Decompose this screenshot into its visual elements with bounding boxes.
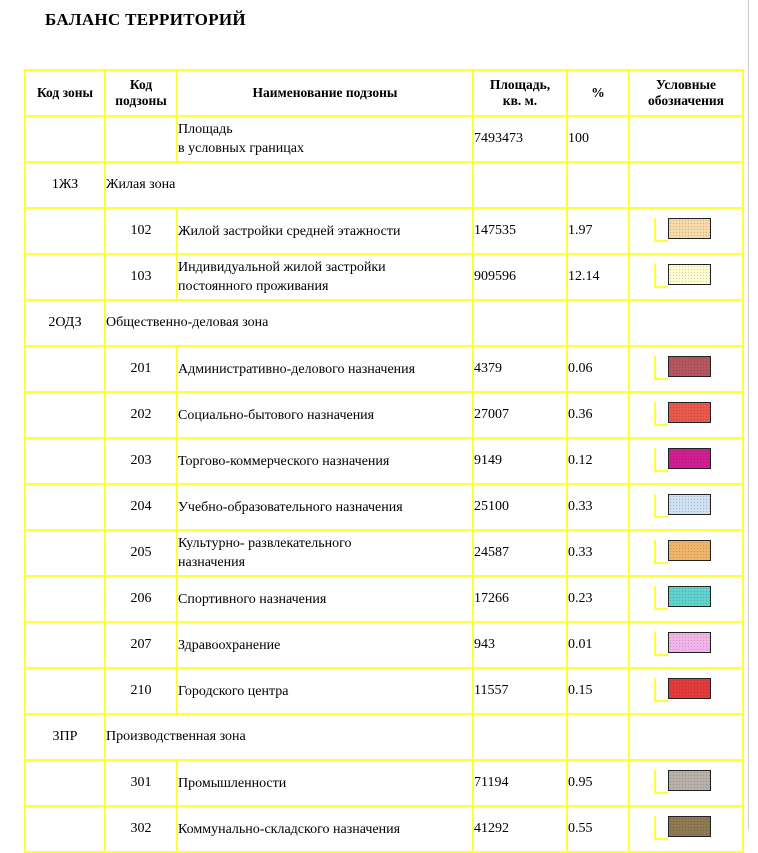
total-code-cell [105,116,177,162]
subzone-percent: 0.12 [567,438,629,484]
subzone-zone-cell [25,208,105,254]
legend-bracket [654,264,668,288]
swatch-301 [668,770,711,791]
subzone-name-line1: Административно-делового назначения [178,361,416,377]
subzone-legend-cell [629,530,743,576]
subzone-legend-cell [629,806,743,852]
document-title: БАЛАНС ТЕРРИТОРИЙ [45,10,246,29]
subzone-row [25,806,743,852]
zone-name: Производственная зона [105,714,473,760]
subzone-name-line1: Торгово-коммерческого назначения [178,453,390,469]
subzone-percent: 0.15 [567,668,629,714]
subzone-name [177,760,473,806]
table-body [25,116,743,852]
legend-bracket [654,632,668,656]
subzone-zone-cell [25,484,105,530]
subzone-legend-cell [629,438,743,484]
total-row [25,116,743,162]
subzone-area: 147535 [473,208,567,254]
subzone-zone-cell [25,530,105,576]
zone-code: 1ЖЗ [25,162,105,208]
subzone-zone-cell [25,346,105,392]
total-zone-cell [25,116,105,162]
legend-bracket [654,816,668,840]
subzone-name [177,622,473,668]
subzone-percent: 0.36 [567,392,629,438]
subzone-legend-cell [629,208,743,254]
subzone-name-line1: Социально-бытового назначения [178,407,375,423]
subzone-area: 27007 [473,392,567,438]
subzone-percent: 0.33 [567,484,629,530]
subzone-code: 205 [105,530,177,576]
subzone-zone-cell [25,254,105,300]
swatch-205 [668,540,711,561]
subzone-code: 202 [105,392,177,438]
subzone-area: 24587 [473,530,567,576]
subzone-percent: 1.97 [567,208,629,254]
header-area [473,70,567,116]
swatch-207 [668,632,711,653]
subzone-area: 909596 [473,254,567,300]
subzone-row [25,576,743,622]
legend-bracket [654,494,668,518]
zone-percent-cell [567,300,629,346]
subzone-code: 204 [105,484,177,530]
subzone-name-line1: Учебно-образовательного назначения [178,499,403,515]
zone-name: Общественно-деловая зона [105,300,473,346]
subzone-zone-cell [25,668,105,714]
subzone-name-line1: Индивидуальной жилой застройки [178,260,386,275]
subzone-row [25,622,743,668]
zone-name: Жилая зона [105,162,473,208]
subzone-zone-cell [25,392,105,438]
zone-legend-cell [629,162,743,208]
header-subzone-code [105,70,177,116]
subzone-name-line1: Культурно- развлекательного [178,536,352,551]
total-name-cell [177,116,473,162]
header-row [25,70,743,116]
legend-swatch-frame [654,586,712,610]
subzone-percent: 0.06 [567,346,629,392]
legend-bracket [654,218,668,242]
header-subzone-code-text: Код подзоны [115,77,167,108]
subzone-name-line1: Спортивного назначения [178,591,327,607]
subzone-area: 71194 [473,760,567,806]
legend-bracket [654,402,668,426]
header-percent: % [567,70,629,116]
zone-code: 2ОДЗ [25,300,105,346]
subzone-area: 41292 [473,806,567,852]
subzone-legend-cell [629,392,743,438]
swatch-103 [668,264,711,285]
subzone-area: 9149 [473,438,567,484]
legend-bracket [654,678,668,702]
zone-area-cell [473,162,567,208]
legend-swatch-frame [654,494,712,518]
zone-percent-cell [567,714,629,760]
subzone-name-line2: постоянного проживания [178,279,329,294]
legend-swatch-frame [654,632,712,656]
legend-bracket [654,356,668,380]
subzone-percent: 0.23 [567,576,629,622]
subzone-name [177,346,473,392]
legend-swatch-frame [654,816,712,840]
subzone-legend-cell [629,622,743,668]
subzone-row [25,668,743,714]
subzone-code: 103 [105,254,177,300]
total-area: 7493473 [473,116,567,162]
subzone-name [177,392,473,438]
subzone-percent: 0.33 [567,530,629,576]
subzone-code: 302 [105,806,177,852]
subzone-row [25,346,743,392]
subzone-area: 4379 [473,346,567,392]
zone-area-cell [473,300,567,346]
subzone-name [177,668,473,714]
subzone-row [25,484,743,530]
subzone-name-line2: назначения [178,555,246,570]
legend-bracket [654,770,668,794]
zone-percent-cell [567,162,629,208]
header-legend-text: Условные обозначения [648,77,724,108]
legend-bracket [654,448,668,472]
subzone-code: 201 [105,346,177,392]
legend-swatch-frame [654,402,712,426]
page-edge [748,0,749,830]
subzone-legend-cell [629,576,743,622]
subzone-name [177,254,473,300]
legend-swatch-frame [654,356,712,380]
subzone-legend-cell [629,484,743,530]
subzone-row [25,208,743,254]
subzone-legend-cell [629,254,743,300]
zone-row [25,162,743,208]
zone-legend-cell [629,714,743,760]
subzone-name-line1: Промышленности [178,775,287,791]
swatch-202 [668,402,711,423]
subzone-code: 301 [105,760,177,806]
subzone-name-line1: Жилой застройки средней этажности [178,223,401,239]
subzone-legend-cell [629,760,743,806]
subzone-code: 203 [105,438,177,484]
subzone-legend-cell [629,346,743,392]
swatch-302 [668,816,711,837]
header-legend [629,70,743,116]
subzone-row [25,530,743,576]
subzone-name [177,208,473,254]
zone-row [25,300,743,346]
subzone-area: 11557 [473,668,567,714]
legend-swatch-frame [654,218,712,242]
legend-swatch-frame [654,448,712,472]
subzone-legend-cell [629,668,743,714]
total-name-line1: Площадь [178,122,233,137]
zone-row [25,714,743,760]
subzone-zone-cell [25,806,105,852]
legend-swatch-frame [654,678,712,702]
header-zone-code: Код зоны [25,70,105,116]
subzone-name-line1: Коммунально-складского назначения [178,821,401,837]
subzone-name [177,438,473,484]
subzone-area: 17266 [473,576,567,622]
zone-area-cell [473,714,567,760]
swatch-102 [668,218,711,239]
total-percent: 100 [567,116,629,162]
subzone-row [25,254,743,300]
header-area-text: Площадь, кв. м. [489,77,551,108]
subzone-name [177,806,473,852]
total-legend-cell [629,116,743,162]
swatch-203 [668,448,711,469]
legend-swatch-frame [654,540,712,564]
legend-swatch-frame [654,770,712,794]
subzone-zone-cell [25,760,105,806]
zone-code: 3ПР [25,714,105,760]
legend-bracket [654,586,668,610]
subzone-name [177,576,473,622]
zone-legend-cell [629,300,743,346]
subzone-name [177,530,473,576]
subzone-code: 206 [105,576,177,622]
swatch-204 [668,494,711,515]
subzone-zone-cell [25,576,105,622]
subzone-row [25,392,743,438]
territory-balance-table [24,69,744,853]
subzone-code: 102 [105,208,177,254]
subzone-name-line1: Здравоохранение [178,637,281,653]
swatch-206 [668,586,711,607]
subzone-code: 207 [105,622,177,668]
subzone-percent: 12.14 [567,254,629,300]
subzone-percent: 0.55 [567,806,629,852]
subzone-zone-cell [25,438,105,484]
legend-swatch-frame [654,264,712,288]
subzone-name [177,484,473,530]
subzone-code: 210 [105,668,177,714]
subzone-area: 25100 [473,484,567,530]
subzone-zone-cell [25,622,105,668]
swatch-201 [668,356,711,377]
swatch-210 [668,678,711,699]
header-subzone-name: Наименование подзоны [177,70,473,116]
subzone-area: 943 [473,622,567,668]
subzone-row [25,438,743,484]
total-name-line2: в условных границах [178,141,304,156]
subzone-percent: 0.95 [567,760,629,806]
legend-bracket [654,540,668,564]
subzone-row [25,760,743,806]
subzone-name-line1: Городского центра [178,683,289,699]
subzone-percent: 0.01 [567,622,629,668]
